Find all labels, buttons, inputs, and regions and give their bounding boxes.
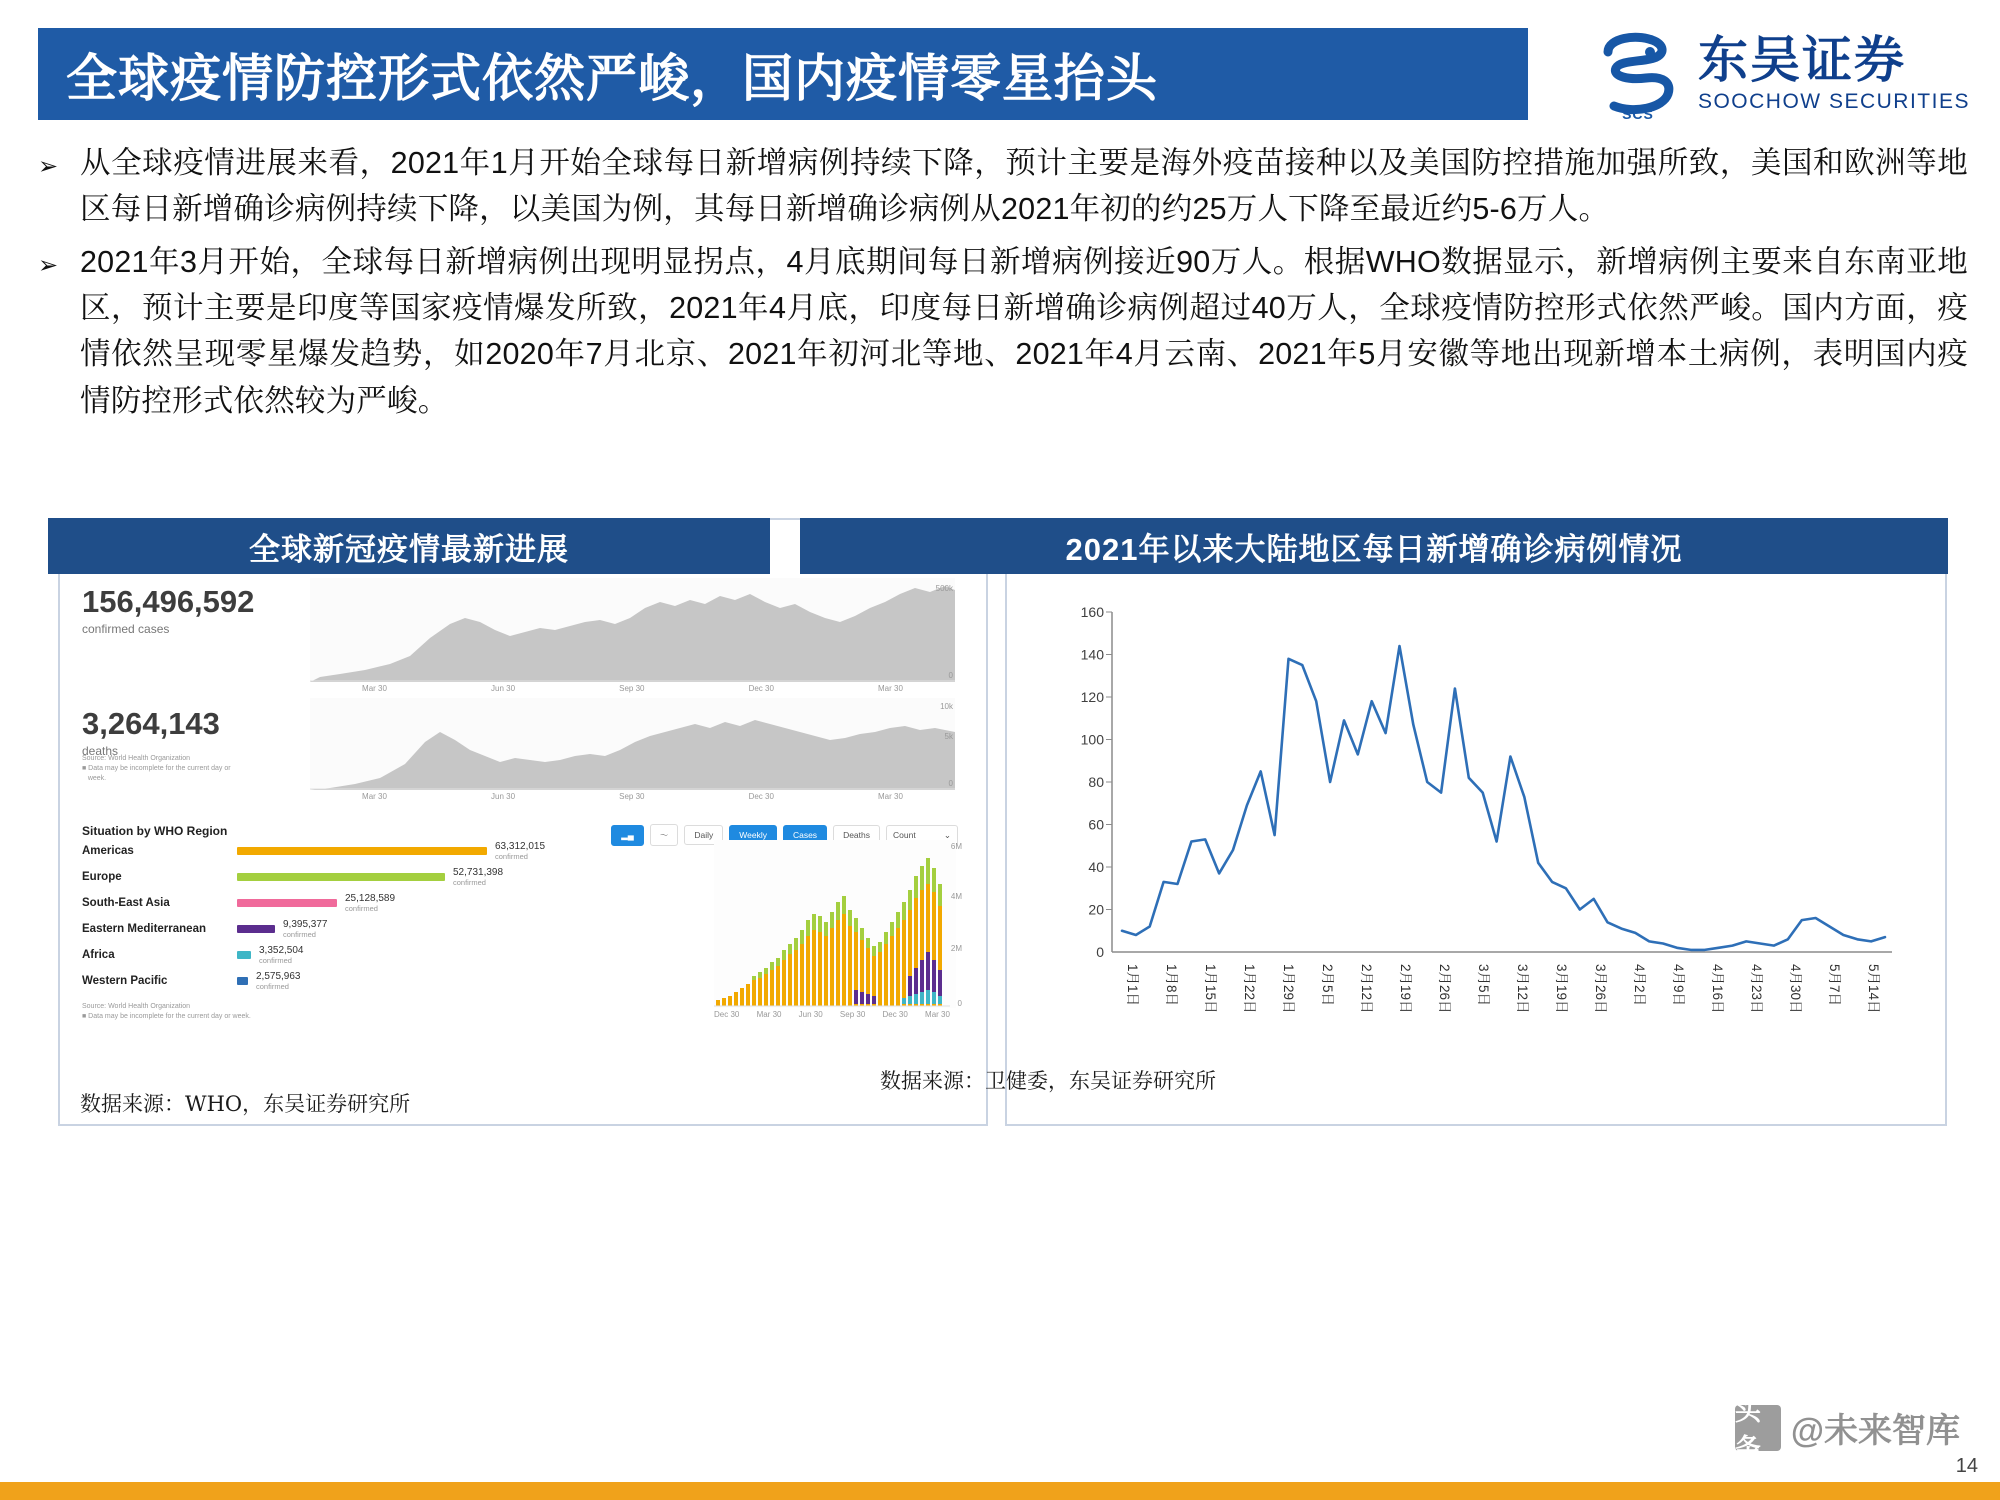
who-deaths-sparkline: 10k 5k 0 (310, 698, 955, 790)
svg-text:140: 140 (1080, 646, 1104, 663)
who-section-title: Situation by WHO Region (82, 824, 228, 838)
footer-accent-bar (0, 1482, 2000, 1500)
region-row (82, 968, 702, 994)
logo-company-name-en: SOOCHOW SECURITIES (1697, 90, 1970, 114)
region-row (82, 864, 702, 890)
who-deaths-label: deaths (82, 744, 119, 758)
svg-text:2月26日: 2月26日 (1437, 964, 1452, 1014)
svg-text:1月29日: 1月29日 (1281, 964, 1296, 1014)
right-source-note: 数据来源：卫健委，东吴证券研究所 (880, 1069, 1216, 1093)
bullet-text: 从全球疫情进展来看，2021年1月开始全球每日新增病例持续下降，预计主要是海外疫苗接种以及美国防控措施加强所致，美国和欧洲等地区每日新增确诊病例持续下降，以美国为例，其每日新增确诊病例从2021年初的约25万人下降至最近约5-6万人。 (80, 146, 1968, 227)
svg-text:4月2日: 4月2日 (1632, 964, 1647, 1007)
svg-text:1月1日: 1月1日 (1125, 964, 1140, 1007)
region-bar (237, 847, 487, 855)
svg-text:5月7日: 5月7日 (1827, 964, 1842, 1007)
svg-text:1月15日: 1月15日 (1203, 964, 1218, 1014)
region-bar (237, 951, 251, 959)
region-value: 9,395,377 confirmed (283, 919, 328, 939)
svg-text:4月9日: 4月9日 (1671, 964, 1686, 1007)
who-confirmed-value: 156,496,592 (82, 584, 255, 619)
region-value: 25,128,589 confirmed (345, 893, 396, 913)
body-content (38, 140, 1968, 430)
region-value: 3,352,504 confirmed (259, 945, 304, 965)
page-title: 全球疫情防控形式依然严峻，国内疫情零星抬头 (66, 50, 1159, 107)
who-cases-axis: Mar 30 Jun 30 Sep 30 Dec 30 Mar 30 (362, 684, 903, 693)
who-cases-sparkline (310, 578, 955, 682)
region-name: Africa (82, 949, 115, 961)
daily-new-cases-chart (1040, 596, 1920, 1076)
right-panel-title: 2021年以来大陆地区每日新增确诊病例情况 (800, 518, 1948, 574)
logo-company-name-cn: 东吴证券 (1697, 30, 1906, 89)
region-row (82, 890, 702, 916)
toolbar-line-chart-icon[interactable]: 〜 (650, 824, 679, 846)
toolbar-deaths-button[interactable]: Deaths (833, 825, 880, 845)
svg-text:3月12日: 3月12日 (1515, 964, 1530, 1014)
region-value: 52,731,398 confirmed (453, 867, 504, 887)
region-value: 63,312,015 confirmed (495, 841, 546, 861)
bullet-text: 2021年3月开始，全球每日新增病例出现明显拐点，4月底期间每日新增病例接近90万人。根据WHO数据显示，新增病例主要来自东南亚地区，预计主要是印度等国家疫情爆发所致，2021年4月底，印度每日新增确诊病例超过40万人，全球疫情防控形式依然严峻。国内方面，疫情依然呈现零星爆发趋势，如2020年7月北京、2021年初河北等地、2021年4月云南、2021年5月安徽等地出现新增本土病例，表明国内疫情防控形式依然较为严峻。 (80, 244, 1968, 418)
left-source-note: 数据来源：WHO，东吴证券研究所 (80, 1092, 411, 1116)
region-value: 2,575,963 confirmed (256, 971, 301, 991)
svg-text:3月5日: 3月5日 (1476, 964, 1491, 1007)
svg-text:20: 20 (1088, 901, 1104, 918)
page-number: 14 (1955, 1455, 1978, 1477)
who-deaths-axis: Mar 30 Jun 30 Sep 30 Dec 30 Mar 30 (362, 792, 903, 801)
slide-title-bar (38, 28, 1528, 120)
svg-text:3月19日: 3月19日 (1554, 964, 1569, 1014)
region-name: Western Pacific (82, 975, 168, 987)
svg-text:2月5日: 2月5日 (1320, 964, 1335, 1007)
region-name: Europe (82, 871, 122, 883)
toolbar-weekly-button[interactable]: Weekly (729, 825, 777, 845)
svg-text:160: 160 (1080, 604, 1104, 620)
svg-text:4月23日: 4月23日 (1749, 964, 1764, 1014)
region-bar (237, 873, 445, 881)
who-region-list (82, 838, 702, 1022)
watermark (1734, 1395, 1960, 1463)
svg-text:5月14日: 5月14日 (1866, 964, 1881, 1014)
sparkline-axis-max: 500k (935, 584, 953, 593)
region-bar (237, 899, 337, 907)
svg-text:1月8日: 1月8日 (1164, 964, 1179, 1007)
bullet-marker-icon: ➢ (38, 251, 59, 279)
watermark-icon: 头条 (1735, 1405, 1781, 1451)
svg-text:1月22日: 1月22日 (1242, 964, 1257, 1014)
watermark-text: @未来智库 (1790, 1412, 1960, 1450)
svg-text:80: 80 (1088, 774, 1104, 790)
who-dashboard-screenshot (74, 578, 964, 1038)
toolbar-bar-chart-icon[interactable]: ▂▄ (611, 825, 644, 846)
region-row (82, 942, 702, 968)
region-name: Americas (82, 845, 134, 857)
bullet-item (38, 239, 1968, 424)
region-name: Eastern Mediterranean (82, 923, 206, 935)
region-bar (237, 977, 248, 985)
logo-text-block (1697, 30, 1970, 115)
bullet-item (38, 140, 1968, 233)
who-deaths-value: 3,264,143 (82, 706, 220, 741)
region-bar (237, 925, 275, 933)
svg-text:2月12日: 2月12日 (1359, 964, 1374, 1014)
svg-text:100: 100 (1080, 731, 1104, 748)
who-stacked-bar-chart: 6M 4M 2M 0 (714, 840, 956, 1008)
company-logo (1550, 26, 1970, 122)
who-confirmed-label: confirmed cases (82, 622, 170, 636)
svg-text:4月30日: 4月30日 (1788, 964, 1803, 1014)
region-row (82, 838, 702, 864)
svg-text:40: 40 (1088, 859, 1104, 875)
who-deaths-block (82, 706, 312, 758)
logo-mark-text: SCS (1622, 106, 1654, 122)
who-region-source-note: Source: World Health Organization ■ Data may be incomplete for the current day or week. (82, 1003, 251, 1021)
chevron-down-icon: ⌄ (943, 829, 951, 840)
who-stacked-axis: Dec 30 Mar 30 Jun 30 Sep 30 Dec 30 Mar 30 (714, 1010, 950, 1019)
svg-text:4月16日: 4月16日 (1710, 964, 1725, 1014)
svg-text:120: 120 (1080, 689, 1104, 705)
svg-text:2月19日: 2月19日 (1398, 964, 1413, 1014)
sparkline-axis-min: 0 (948, 671, 953, 680)
toolbar-cases-button[interactable]: Cases (783, 825, 827, 845)
svg-text:3月26日: 3月26日 (1593, 964, 1608, 1014)
who-source-note: Source: World Health Organization ■ Data may be incomplete for the current day or week. (82, 755, 231, 783)
region-row (82, 916, 702, 942)
svg-text:0: 0 (1096, 944, 1104, 960)
toolbar-daily-button[interactable]: Daily (684, 825, 723, 845)
bullet-marker-icon: ➢ (38, 153, 59, 180)
who-confirmed-block (82, 584, 312, 636)
region-name: South-East Asia (82, 897, 170, 909)
left-panel-title: 全球新冠疫情最新进展 (48, 518, 770, 574)
logo-mark-icon (1590, 28, 1686, 120)
toolbar-count-select-value: Count (893, 829, 916, 840)
svg-text:60: 60 (1088, 816, 1104, 833)
